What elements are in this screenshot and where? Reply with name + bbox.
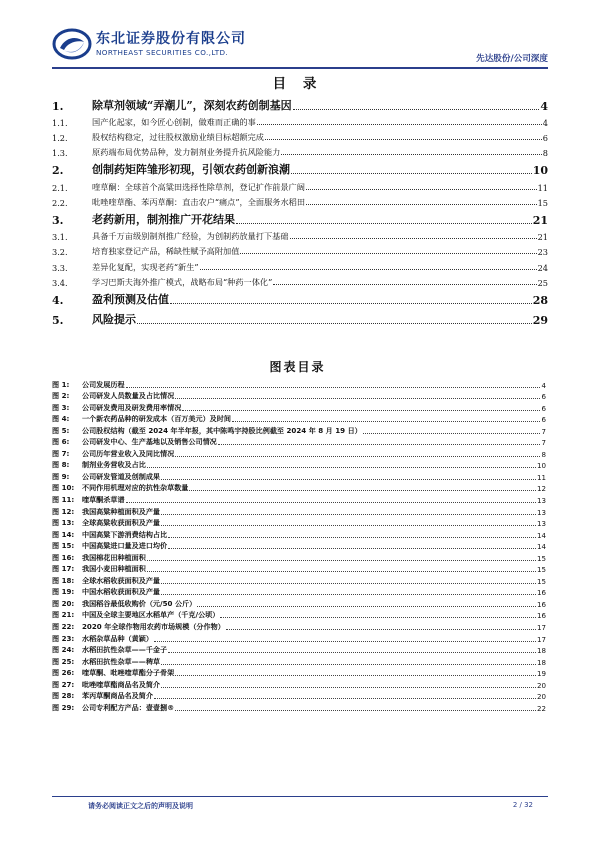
toc-entry-page: 29	[532, 313, 548, 327]
figure-entry[interactable]	[52, 459, 546, 471]
figure-entry-page: 10	[536, 461, 546, 471]
figure-entry[interactable]	[52, 528, 546, 540]
figure-entry-title: 全球水稻收获面积及产量	[82, 575, 161, 585]
figure-entry-label: 图 29:	[52, 702, 75, 712]
figure-entry-page: 13	[536, 496, 546, 506]
figure-entry-title: 我国棉花田种植面积	[82, 552, 146, 562]
figure-entry-label: 图 24:	[52, 645, 75, 655]
figure-leader-dots	[161, 593, 536, 595]
figure-entry[interactable]	[52, 632, 546, 644]
figure-list	[52, 378, 546, 713]
toc-leader-dots	[306, 188, 537, 190]
figure-entry-label: 图 5:	[52, 425, 70, 435]
figure-entry-label: 图 2:	[52, 391, 70, 401]
figure-leader-dots	[161, 478, 536, 480]
figure-entry-title: 一个新农药品种的研发成本（百万美元）及时间	[82, 414, 231, 424]
figure-entry[interactable]	[52, 667, 546, 679]
toc-entry[interactable]	[52, 288, 548, 308]
figure-leader-dots	[220, 616, 536, 618]
footer-rule	[52, 796, 548, 797]
toc-entry-title: 股权结构稳定，过往股权激励业绩目标超额完成	[92, 131, 264, 142]
figure-leader-dots	[226, 628, 536, 630]
report-tag: 先达股份/公司深度	[476, 54, 548, 64]
figure-entry-page: 15	[536, 576, 546, 586]
toc-entry-number: 2.2.	[52, 197, 68, 208]
figure-entry-label: 图 4:	[52, 414, 70, 424]
figure-entry[interactable]	[52, 644, 546, 656]
figure-leader-dots	[175, 397, 540, 399]
figure-entry-page: 6	[541, 403, 546, 413]
figure-entry-page: 20	[536, 680, 546, 690]
figure-entry-label: 图 22:	[52, 622, 75, 632]
figure-entry-title: 公司专利配方产品：壹壹捌®	[82, 702, 175, 712]
toc-leader-dots	[273, 283, 536, 285]
toc-entry-number: 3.1.	[52, 232, 68, 243]
figure-entry[interactable]	[52, 505, 546, 517]
figure-entry-title: 水稻田抗性杂草——稗草	[82, 656, 161, 666]
toc-entry-title: 学习巴斯夫海外推广模式，战略布局“种药一体化”	[92, 276, 273, 287]
toc-leader-dots	[281, 153, 541, 155]
figure-entry-title: 全球高粱收获面积及产量	[82, 518, 161, 528]
figure-entry-label: 图 25:	[52, 656, 75, 666]
toc-leader-dots	[257, 123, 542, 125]
toc-entry-page: 15	[537, 197, 548, 208]
figure-entry-title: 喹草酮、吡唑喹草酯分子骨架	[82, 668, 175, 678]
figure-entry-label: 图 11:	[52, 495, 75, 505]
figure-entry-page: 15	[536, 553, 546, 563]
figure-entry-page: 8	[541, 449, 546, 459]
figure-entry-title: 公司发展历程	[82, 379, 125, 389]
figure-leader-dots	[232, 420, 541, 422]
figure-entry-page: 16	[536, 588, 546, 598]
toc-entry-page: 28	[532, 294, 548, 308]
figure-entry-label: 图 1:	[52, 379, 70, 389]
figure-list-title: 图表目录	[269, 360, 326, 374]
brand-name-en: NORTHEAST SECURITIES CO.,LTD.	[96, 48, 229, 57]
figure-entry-title: 吡唑喹草酯商品名及简介	[82, 679, 161, 689]
figure-entry[interactable]	[52, 586, 546, 598]
figure-entry-page: 11	[536, 472, 546, 482]
toc-entry-title: 喹草酮：全球首个高粱田选择性除草剂，登记扩作前景广阔	[92, 181, 305, 192]
figure-entry-title: 水稻杂草品种（黄颖）	[82, 633, 153, 643]
figure-entry-label: 图 20:	[52, 598, 75, 608]
figure-entry[interactable]	[52, 424, 546, 436]
toc-leader-dots	[236, 222, 532, 224]
toc-entry-page: 21	[537, 232, 548, 243]
toc-entry-page: 21	[532, 214, 548, 228]
figure-entry-label: 图 18:	[52, 575, 75, 585]
toc-entry-page: 8	[542, 147, 548, 158]
figure-entry-page: 17	[536, 634, 546, 644]
figure-entry[interactable]	[52, 493, 546, 505]
figure-leader-dots	[147, 559, 536, 561]
toc-entry[interactable]	[52, 113, 548, 128]
figure-leader-dots	[175, 674, 536, 676]
figure-entry-page: 14	[536, 542, 546, 552]
toc-entry-title: 国产化起家，如今匠心创制，做难而正确的事	[92, 116, 256, 127]
figure-entry-label: 图 12:	[52, 506, 75, 516]
figure-entry-page: 6	[541, 415, 546, 425]
toc-entry-title: 原药端布局优势品种，发力制剂业务提升抗风险能力	[92, 146, 281, 157]
figure-entry[interactable]	[52, 517, 546, 529]
figure-leader-dots	[168, 547, 536, 549]
figure-entry-page: 7	[541, 426, 546, 436]
figure-leader-dots	[168, 651, 536, 653]
figure-entry-title: 中国高粱进口量及进口均价	[82, 541, 168, 551]
figure-entry-label: 图 17:	[52, 564, 75, 574]
figure-leader-dots	[168, 536, 536, 538]
figure-entry-page: 17	[536, 623, 546, 633]
toc-entry-number: 4.	[52, 294, 64, 308]
figure-entry[interactable]	[52, 378, 546, 390]
toc-entry-title: 老药新用，制剂推广开花结果	[92, 213, 235, 227]
toc-entry-number: 1.1.	[52, 117, 68, 128]
figure-entry-title: 公司研发中心、生产基地以及销售公司情况	[82, 437, 217, 447]
figure-entry-label: 图 3:	[52, 402, 70, 412]
toc-entry-number: 3.3.	[52, 262, 68, 273]
toc-leader-dots	[265, 138, 542, 140]
figure-entry-title: 公司历年营业收入及同比情况	[82, 448, 175, 458]
figure-entry[interactable]	[52, 551, 546, 563]
figure-leader-dots	[161, 582, 536, 584]
figure-entry-title: 喹草酮杀草谱	[82, 495, 125, 505]
toc-entry-title: 盈利预测及估值	[92, 293, 169, 307]
toc-entry-title: 风险提示	[92, 312, 136, 326]
toc-entry[interactable]	[52, 128, 548, 143]
figure-entry-label: 图 23:	[52, 633, 75, 643]
figure-entry-page: 18	[536, 646, 546, 656]
figure-entry[interactable]	[52, 655, 546, 667]
toc-entry-number: 1.	[52, 99, 64, 113]
toc-entry-number: 1.3.	[52, 147, 68, 158]
figure-entry-title: 我国稻谷最低收购价（元/50 公斤）	[82, 598, 197, 608]
figure-entry-page: 15	[536, 565, 546, 575]
figure-entry[interactable]	[52, 701, 546, 713]
figure-leader-dots	[363, 432, 541, 434]
figure-entry[interactable]	[52, 563, 546, 575]
toc-entry-title: 差异化复配，实现老药“新生”	[92, 261, 199, 272]
figure-entry[interactable]	[52, 413, 546, 425]
brand-name-cn: 东北证券股份有限公司	[96, 31, 246, 47]
figure-leader-dots	[161, 513, 536, 515]
figure-entry-label: 图 14:	[52, 529, 75, 539]
toc-leader-dots	[291, 172, 532, 174]
figure-entry-title: 我国高粱种植面积及产量	[82, 506, 161, 516]
figure-entry-page: 4	[541, 380, 546, 390]
figure-entry-page: 22	[536, 703, 546, 713]
figure-entry-title: 我国小麦田种植面积	[82, 564, 146, 574]
toc-entry-number: 2.1.	[52, 182, 68, 193]
toc-entry-title: 具备千万亩级别制剂推广经验，为创制药放量打下基础	[92, 231, 289, 242]
toc-entry[interactable]	[52, 273, 548, 288]
toc-entry-page: 11	[537, 182, 548, 193]
toc-entry-number: 3.4.	[52, 277, 68, 288]
figure-entry-label: 图 13:	[52, 518, 75, 528]
toc-leader-dots	[137, 322, 532, 324]
figure-leader-dots	[218, 443, 541, 445]
figure-leader-dots	[175, 709, 536, 711]
toc-entry-page: 25	[537, 277, 548, 288]
figure-entry-title: 水稻田抗性杂草——千金子	[82, 645, 168, 655]
toc-entry[interactable]	[52, 143, 548, 158]
figure-entry-title: 公司研发人员数量及占比情况	[82, 391, 175, 401]
toc-entry[interactable]	[52, 257, 548, 272]
toc-entry-number: 3.2.	[52, 247, 68, 258]
toc-entry-page: 23	[537, 247, 548, 258]
figure-entry-label: 图 16:	[52, 552, 75, 562]
figure-entry[interactable]	[52, 597, 546, 609]
figure-entry-page: 6	[541, 392, 546, 402]
toc-entry-title: 吡唑喹草酯、苯丙草酮：直击农户“痛点”，全面服务水稻田	[92, 196, 306, 207]
footer-disclaimer: 请务必阅读正文之后的声明及说明	[88, 802, 193, 810]
page-number: 2 / 32	[512, 801, 533, 809]
toc-entry[interactable]	[52, 242, 548, 257]
figure-entry-label: 图 27:	[52, 679, 75, 689]
table-of-contents	[52, 93, 548, 327]
figure-entry-title: 中国及全球主要地区水稻单产（千克/公顷）	[82, 610, 220, 620]
figure-leader-dots	[147, 570, 536, 572]
figure-leader-dots	[175, 455, 540, 457]
figure-entry[interactable]	[52, 470, 546, 482]
toc-entry-page: 4	[540, 99, 548, 113]
toc-entry[interactable]	[52, 158, 548, 178]
figure-entry-title: 公司研发费用及研发费用率情况	[82, 402, 182, 412]
toc-entry[interactable]	[52, 307, 548, 327]
figure-entry-label: 图 6:	[52, 437, 70, 447]
toc-entry-number: 1.2.	[52, 132, 68, 143]
toc-entry[interactable]	[52, 193, 548, 208]
page-header	[52, 24, 548, 66]
toc-leader-dots	[306, 203, 537, 205]
figure-entry-title: 2020 年全球作物用农药市场规模（分作物）	[82, 622, 225, 632]
figure-entry-label: 图 28:	[52, 691, 75, 701]
figure-entry-label: 图 15:	[52, 541, 75, 551]
figure-entry-title: 中国水稻收获面积及产量	[82, 587, 161, 597]
figure-entry-label: 图 8:	[52, 460, 70, 470]
figure-entry-title: 中国高粱下游消费结构占比	[82, 529, 168, 539]
toc-leader-dots	[170, 302, 532, 304]
figure-entry[interactable]	[52, 678, 546, 690]
figure-leader-dots	[197, 605, 536, 607]
toc-entry-page: 4	[542, 117, 548, 128]
figure-entry-page: 12	[536, 484, 546, 494]
toc-entry[interactable]	[52, 208, 548, 228]
company-logo-icon	[52, 28, 92, 60]
figure-entry-title: 苯丙草酮商品名及简介	[82, 691, 153, 701]
figure-entry-label: 图 19:	[52, 587, 75, 597]
figure-leader-dots	[154, 640, 536, 642]
figure-entry-page: 13	[536, 519, 546, 529]
toc-entry-page: 6	[542, 132, 548, 143]
figure-entry[interactable]	[52, 390, 546, 402]
toc-entry[interactable]	[52, 177, 548, 192]
figure-entry-page: 14	[536, 530, 546, 540]
figure-entry-page: 16	[536, 611, 546, 621]
toc-leader-dots	[200, 268, 537, 270]
figure-leader-dots	[147, 466, 536, 468]
figure-entry-page: 20	[536, 692, 546, 702]
figure-entry-page: 7	[541, 438, 546, 448]
toc-leader-dots	[240, 252, 536, 254]
figure-entry[interactable]	[52, 447, 546, 459]
toc-entry[interactable]	[52, 227, 548, 242]
figure-leader-dots	[126, 386, 541, 388]
figure-entry-page: 18	[536, 657, 546, 667]
figure-leader-dots	[161, 686, 536, 688]
toc-entry-number: 2.	[52, 164, 64, 178]
figure-entry-page: 16	[536, 599, 546, 609]
figure-leader-dots	[189, 489, 536, 491]
figure-entry[interactable]	[52, 540, 546, 552]
figure-leader-dots	[126, 501, 536, 503]
figure-entry-label: 图 10:	[52, 483, 75, 493]
figure-entry-label: 图 26:	[52, 668, 75, 678]
toc-leader-dots	[290, 237, 537, 239]
figure-entry[interactable]	[52, 574, 546, 586]
toc-entry-number: 3.	[52, 214, 64, 228]
figure-entry[interactable]	[52, 609, 546, 621]
figure-entry-title: 制剂业务营收及占比	[82, 460, 146, 470]
toc-entry-page: 24	[537, 262, 548, 273]
toc-entry[interactable]	[52, 93, 548, 113]
figure-entry[interactable]	[52, 482, 546, 494]
figure-entry-title: 公司研发管道及创制成果	[82, 471, 161, 481]
figure-entry-label: 图 9:	[52, 471, 70, 481]
toc-entry-title: 创制药矩阵雏形初现，引领农药创新浪潮	[92, 163, 290, 177]
toc-entry-page: 10	[532, 164, 548, 178]
toc-entry-number: 5.	[52, 313, 64, 327]
figure-entry[interactable]	[52, 401, 546, 413]
toc-leader-dots	[293, 108, 540, 110]
figure-entry[interactable]	[52, 690, 546, 702]
figure-leader-dots	[182, 409, 540, 411]
header-rule	[52, 67, 548, 69]
figure-entry-page: 13	[536, 507, 546, 517]
figure-entry[interactable]	[52, 620, 546, 632]
figure-entry-label: 图 7:	[52, 448, 70, 458]
toc-entry-title: 培育独家登记产品，稀缺性赋予高附加值	[92, 246, 240, 257]
figure-leader-dots	[161, 663, 536, 665]
figure-entry-page: 19	[536, 669, 546, 679]
figure-leader-dots	[161, 524, 536, 526]
figure-leader-dots	[154, 697, 536, 699]
toc-title: 目 录	[272, 76, 323, 92]
figure-entry[interactable]	[52, 436, 546, 448]
figure-entry-label: 图 21:	[52, 610, 75, 620]
figure-entry-title: 公司股权结构（截至 2024 年半年报，其中陈鸣宇持股比例截至 2024 年 8 月 19 日）	[82, 425, 362, 435]
toc-entry-title: 除草剂领域“弄潮儿”，深刻农药创制基因	[92, 98, 292, 112]
figure-entry-title: 不同作用机理对应的抗性杂草数量	[82, 483, 189, 493]
